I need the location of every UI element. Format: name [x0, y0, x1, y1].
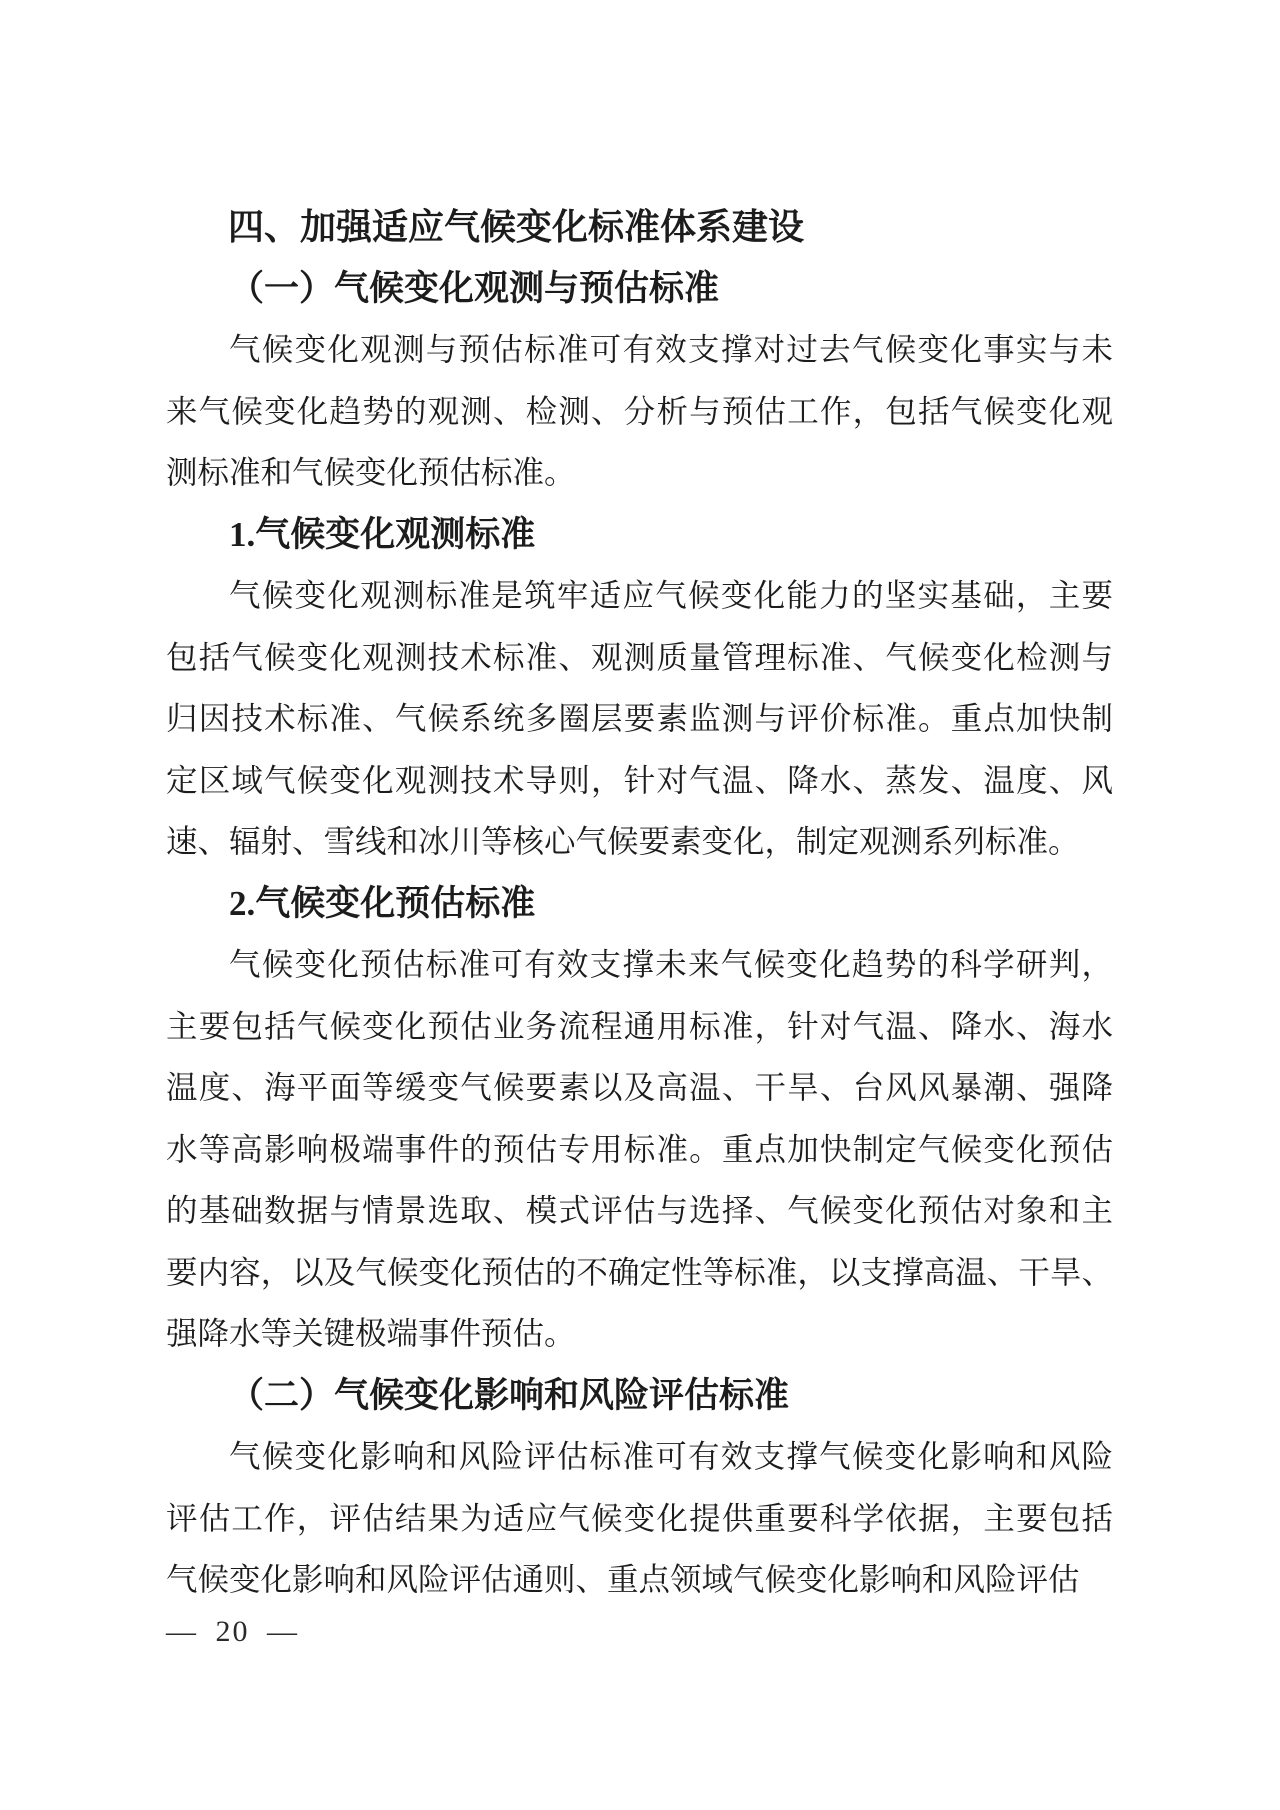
subsection-heading: （一）气候变化观测与预估标准 [229, 268, 720, 308]
paragraph-last-line: 速、辐射、雪线和冰川等核心气候要素变化，制定观测系列标准。 [166, 824, 1080, 859]
paragraph-line: 温度、海平面等缓变气候要素以及高温、干旱、台风风暴潮、强降 [166, 1070, 1113, 1105]
clause-heading: 2.气候变化预估标准 [229, 883, 536, 923]
paragraph-line: 归因技术标准、气候系统多圈层要素监测与评价标准。重点加快制 [166, 701, 1113, 736]
paragraph-last-line: 强降水等关键极端事件预估。 [166, 1316, 576, 1351]
paragraph-line: 的基础数据与情景选取、模式评估与选择、气候变化预估对象和主 [166, 1193, 1113, 1228]
paragraph-line: 主要包括气候变化预估业务流程通用标准，针对气温、降水、海水 [166, 1008, 1113, 1044]
paragraph-line: 水等高影响极端事件的预估专用标准。重点加快制定气候变化预估 [166, 1131, 1113, 1167]
clause-heading: 1.气候变化观测标准 [229, 514, 536, 554]
paragraph-first-line: 气候变化观测标准是筑牢适应气候变化能力的坚实基础，主要 [229, 578, 1113, 613]
paragraph-first-line: 气候变化预估标准可有效支撑未来气候变化趋势的科学研判， [229, 947, 1113, 982]
paragraph-last-line: 气候变化影响和风险评估通则、重点领域气候变化影响和风险评估 [166, 1562, 1080, 1597]
document-content [166, 196, 1113, 1611]
page-number: — 20 — [166, 1615, 299, 1648]
subsection-heading: （二）气候变化影响和风险评估标准 [229, 1375, 790, 1415]
paragraph-line: 定区域气候变化观测技术导则，针对气温、降水、蒸发、温度、风 [166, 762, 1113, 798]
paragraph-line: 来气候变化趋势的观测、检测、分析与预估工作，包括气候变化观 [166, 393, 1113, 429]
paragraph-last-line: 测标准和气候变化预估标准。 [166, 455, 576, 490]
paragraph-line: 要内容，以及气候变化预估的不确定性等标准，以支撑高温、干旱、 [166, 1254, 1113, 1290]
paragraph-first-line: 气候变化影响和风险评估标准可有效支撑气候变化影响和风险 [229, 1439, 1113, 1474]
paragraph-line: 评估工作，评估结果为适应气候变化提供重要科学依据，主要包括 [166, 1500, 1113, 1536]
paragraph-first-line: 气候变化观测与预估标准可有效支撑对过去气候变化事实与未 [229, 332, 1113, 367]
paragraph-line: 包括气候变化观测技术标准、观测质量管理标准、气候变化检测与 [166, 639, 1113, 675]
section-heading: 四、加强适应气候变化标准体系建设 [228, 206, 805, 247]
